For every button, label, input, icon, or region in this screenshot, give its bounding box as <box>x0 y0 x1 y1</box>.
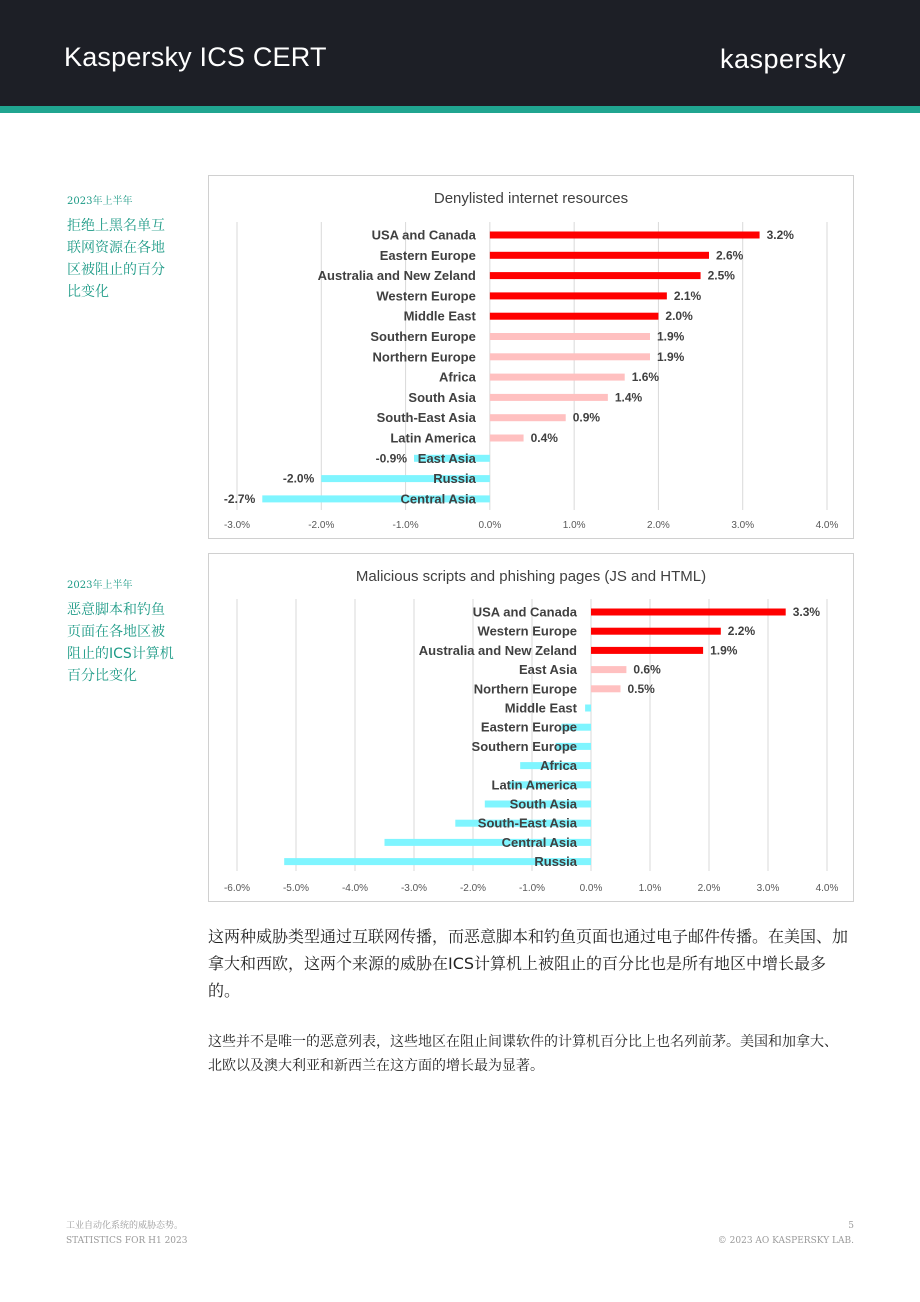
chart2-tick-label: 0.0% <box>579 883 603 894</box>
chart1-bar <box>490 313 659 320</box>
body-paragraph-1: 这两种威胁类型通过互联网传播，而恶意脚本和钓鱼页面也通过电子邮件传播。在美国、加拿大和西欧，这两个来源的威胁在ICS计算机上被阻止的百分比也是所有地区中增长最多的。 <box>208 927 849 1000</box>
chart1-tick-label: 1.0% <box>562 520 586 531</box>
chart1-category-label: Western Europe <box>376 288 476 304</box>
header-accent-stripe <box>0 106 920 113</box>
chart2-category-label: Africa <box>540 758 577 774</box>
chart1-category-label: Russia <box>433 471 476 487</box>
chart2-bar <box>591 647 703 654</box>
chart1-data-label: 1.6% <box>631 370 660 385</box>
chart1-data-label: 0.9% <box>572 410 601 425</box>
kaspersky-logo: kaspersky <box>719 44 846 74</box>
footer-copyright: © 2023 AO KASPERSKY LAB. <box>717 1236 854 1246</box>
footer-right <box>718 1219 854 1249</box>
chart1-caption-text: 拒绝上黑名单互联网资源在各地区被阻止的百分比变化 <box>67 218 165 300</box>
chart2-tick-label: -2.0% <box>459 883 487 894</box>
chart1-data-label: 2.6% <box>716 248 744 263</box>
chart1-data-label: 1.4% <box>614 390 643 405</box>
chart1-tick-label: 4.0% <box>815 520 839 531</box>
chart2-category-label: Middle East <box>504 700 577 716</box>
chart1-category-label: Australia and New Zeland <box>317 268 476 284</box>
chart1-category-label: Eastern Europe <box>379 247 476 263</box>
chart2-caption-period: 2023年上半年 <box>67 580 133 591</box>
chart2-tick-label: -4.0% <box>341 883 369 894</box>
chart2-category-label: Latin America <box>491 777 577 793</box>
chart1-data-label: -2.0% <box>282 471 315 486</box>
chart2-tick-label: 2.0% <box>697 883 721 894</box>
footer-report-period: STATISTICS FOR H1 2023 <box>66 1236 188 1246</box>
footer-left <box>66 1219 187 1249</box>
chart2-category-label: South-East Asia <box>477 815 577 831</box>
chart2-data-label: 2.2% <box>727 624 756 639</box>
chart1-bar <box>490 374 625 381</box>
chart-denylisted-resources <box>208 175 854 539</box>
chart2-category-label: Southern Europe <box>471 738 577 754</box>
chart2-bar <box>591 609 786 616</box>
report-title: Kaspersky ICS CERT <box>64 42 327 72</box>
chart2-category-label: Northern Europe <box>473 681 577 697</box>
chart1-tick-label: 2.0% <box>647 520 670 531</box>
chart2-tick-label: 4.0% <box>815 883 839 894</box>
chart1-caption-period: 2023年上半年 <box>67 196 133 207</box>
chart1-bar <box>490 353 650 360</box>
chart1-category-label: Africa <box>438 369 476 385</box>
chart2-title: Malicious scripts and phishing pages (JS and HTML) <box>355 568 707 585</box>
chart1-category-label: South Asia <box>408 389 476 405</box>
chart1-category-label: Southern Europe <box>370 329 476 344</box>
chart1-bar <box>490 414 566 421</box>
chart1-category-label: USA and Canada <box>371 227 476 243</box>
chart1-bar <box>490 292 667 299</box>
footer-report-name: 工业自动化系统的威胁态势。 <box>66 1221 184 1231</box>
chart1-data-label: 1.9% <box>657 329 685 344</box>
page-header <box>0 0 920 106</box>
chart2-tick-label: -1.0% <box>518 883 546 894</box>
chart-malicious-scripts <box>208 553 854 902</box>
chart1-bar <box>490 252 709 259</box>
body-paragraph-2: 这些并不是唯一的恶意列表，这些地区在阻止间谍软件的计算机百分比上也名列前茅。美国和加拿大、北欧以及澳大利亚和新西兰在这方面的增长最为显著。 <box>208 1034 838 1074</box>
chart2-data-label: 3.3% <box>792 605 821 619</box>
chart2-tick-label: -5.0% <box>282 883 310 894</box>
chart2-category-label: Western Europe <box>477 623 577 639</box>
chart2-svg <box>209 554 853 901</box>
chart1-data-label: 3.2% <box>766 228 794 242</box>
chart1-tick-label: 3.0% <box>731 520 755 531</box>
chart2-data-label: 0.5% <box>627 681 655 696</box>
chart2-category-label: South Asia <box>509 796 577 812</box>
page-number: 5 <box>848 1221 854 1231</box>
chart2-tick-label: 1.0% <box>638 883 662 894</box>
chart1-data-label: 1.9% <box>657 349 685 364</box>
chart2-bar <box>591 628 721 635</box>
chart2-caption <box>67 576 177 687</box>
chart1-bar <box>490 394 608 401</box>
chart1-category-label: Latin America <box>390 430 476 446</box>
chart1-data-label: -2.7% <box>223 491 256 506</box>
chart1-bar <box>490 333 650 340</box>
chart2-category-label: USA and Canada <box>472 604 577 620</box>
chart1-data-label: 2.1% <box>673 288 702 303</box>
chart1-category-label: East Asia <box>417 450 476 466</box>
chart2-category-label: Australia and New Zeland <box>418 642 577 658</box>
chart2-data-label: 1.9% <box>710 643 738 658</box>
chart1-tick-label: -2.0% <box>308 520 335 531</box>
chart2-category-label: Russia <box>534 854 577 870</box>
chart2-bar <box>591 685 621 692</box>
chart1-tick-label: 0.0% <box>478 520 502 531</box>
chart1-svg <box>209 176 853 538</box>
chart2-tick-label: -3.0% <box>400 883 428 894</box>
chart1-tick-label: -3.0% <box>223 520 251 531</box>
chart1-category-label: South-East Asia <box>376 410 476 426</box>
chart2-bar <box>585 705 591 712</box>
chart2-category-label: Central Asia <box>501 834 577 850</box>
chart1-category-label: Middle East <box>403 308 476 324</box>
chart1-title: Denylisted internet resources <box>433 190 629 207</box>
chart1-bar <box>490 435 524 442</box>
chart2-tick-label: -6.0% <box>223 883 251 894</box>
chart1-bar <box>490 272 701 279</box>
chart1-bar <box>490 232 760 239</box>
chart2-category-label: Eastern Europe <box>480 719 577 735</box>
chart2-category-label: East Asia <box>518 662 577 678</box>
chart1-tick-label: -1.0% <box>392 520 419 531</box>
chart2-bar <box>591 666 626 673</box>
chart1-data-label: -0.9% <box>375 451 407 466</box>
chart1-data-label: 2.5% <box>707 268 735 283</box>
chart1-category-label: Northern Europe <box>372 349 476 365</box>
chart1-caption <box>67 192 177 303</box>
chart2-caption-text: 恶意脚本和钓鱼页面在各地区被阻止的ICS计算机百分比变化 <box>67 602 174 684</box>
chart1-data-label: 2.0% <box>665 309 693 324</box>
chart1-category-label: Central Asia <box>400 491 476 507</box>
chart1-data-label: 0.4% <box>530 431 558 445</box>
chart2-tick-label: 3.0% <box>756 883 780 894</box>
chart2-data-label: 0.6% <box>633 662 661 677</box>
